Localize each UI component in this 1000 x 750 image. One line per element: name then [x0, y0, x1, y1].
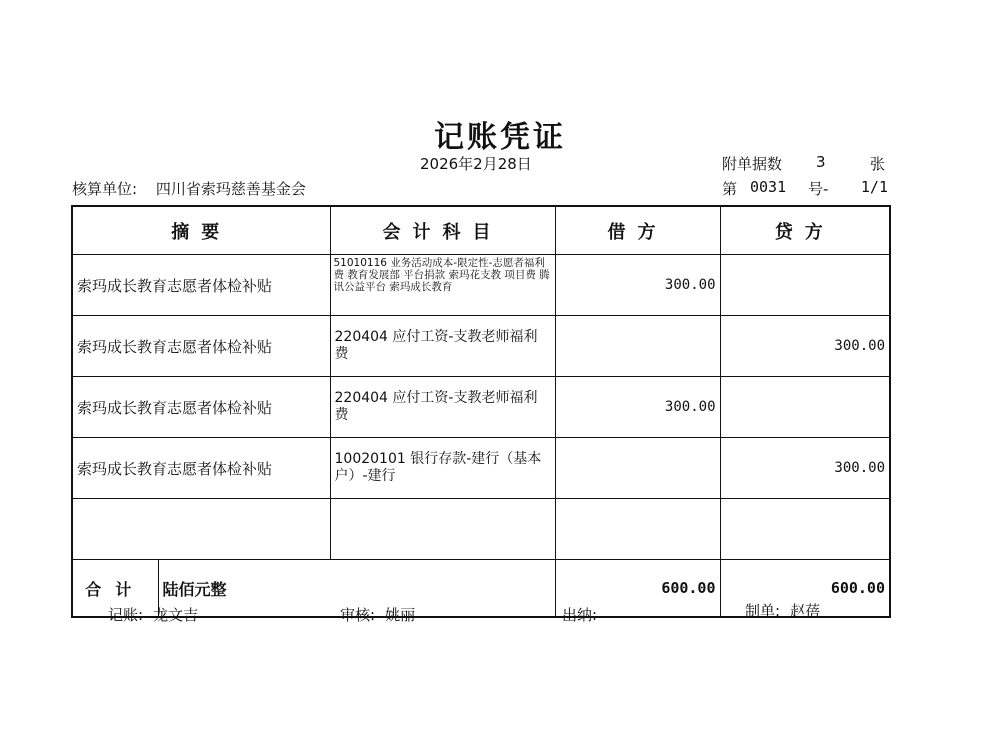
bookkeeper-name: 龙文吉 — [153, 606, 199, 624]
row-debit — [555, 316, 720, 377]
row-summary: 索玛成长教育志愿者体检补贴 — [72, 438, 330, 499]
voucher-date: 2026年2月28日 — [420, 155, 532, 173]
row-summary: 索玛成长教育志愿者体检补贴 — [72, 316, 330, 377]
reviewer-name: 姚丽 — [385, 606, 416, 624]
footer-cashier — [562, 604, 607, 625]
row-debit: 300.00 — [555, 255, 720, 316]
row-summary: 索玛成长教育志愿者体检补贴 — [72, 377, 330, 438]
voucher-no-suffix: 号- — [808, 180, 829, 198]
header-summary: 摘要 — [72, 206, 330, 255]
row-account — [330, 499, 555, 560]
table-row — [72, 255, 890, 316]
table-row — [72, 316, 890, 377]
row-credit — [720, 499, 890, 560]
maker-label: 制单: — [745, 602, 781, 620]
table-header-row — [72, 206, 890, 255]
voucher-no-value: 0031 — [750, 178, 787, 196]
total-label: 合计 — [72, 560, 158, 618]
voucher-table — [71, 205, 891, 618]
reviewer-label: 审核: — [340, 606, 376, 624]
row-account: 51010116 业务活动成本-限定性-志愿者福利费 教育发展部 平台捐款 索玛花支教 项目费 腾讯公益平台 索玛成长教育 — [330, 255, 555, 316]
row-credit: 300.00 — [720, 316, 890, 377]
table-row — [72, 499, 890, 560]
unit-name: 四川省索玛慈善基金会 — [155, 180, 306, 198]
voucher-page: 1/1 — [860, 178, 888, 196]
voucher-title: 记账凭证 — [434, 120, 566, 155]
row-account: 10020101 银行存款-建行（基本户）-建行 — [330, 438, 555, 499]
row-summary: 索玛成长教育志愿者体检补贴 — [72, 255, 330, 316]
attachments-count: 3 — [816, 153, 826, 171]
row-credit — [720, 255, 890, 316]
attachments-info — [722, 153, 886, 174]
table-row — [72, 438, 890, 499]
footer-bookkeeper — [108, 604, 198, 625]
footer-reviewer — [340, 604, 415, 625]
cashier-label: 出纳: — [562, 606, 598, 624]
row-account: 220404 应付工资-支教老师福利费 — [330, 316, 555, 377]
accounting-unit — [72, 178, 306, 199]
header-account: 会计科目 — [330, 206, 555, 255]
row-summary — [72, 499, 330, 560]
bookkeeper-label: 记账: — [108, 606, 144, 624]
footer-maker — [745, 600, 820, 621]
header-credit: 贷方 — [720, 206, 890, 255]
maker-name: 赵蓓 — [790, 602, 821, 620]
row-credit: 300.00 — [720, 438, 890, 499]
row-debit — [555, 438, 720, 499]
voucher-no-label: 第 — [722, 180, 738, 198]
row-debit: 300.00 — [555, 377, 720, 438]
attachments-label: 附单据数 — [722, 155, 783, 173]
unit-label: 核算单位: — [72, 180, 138, 198]
row-debit — [555, 499, 720, 560]
row-account: 220404 应付工资-支教老师福利费 — [330, 377, 555, 438]
total-debit: 600.00 — [555, 560, 720, 618]
row-credit — [720, 377, 890, 438]
header-debit: 借方 — [555, 206, 720, 255]
attachments-unit: 张 — [870, 155, 886, 173]
total-credit: 600.00 — [720, 560, 890, 618]
total-amount-words: 陆佰元整 — [158, 560, 555, 618]
table-row — [72, 377, 890, 438]
